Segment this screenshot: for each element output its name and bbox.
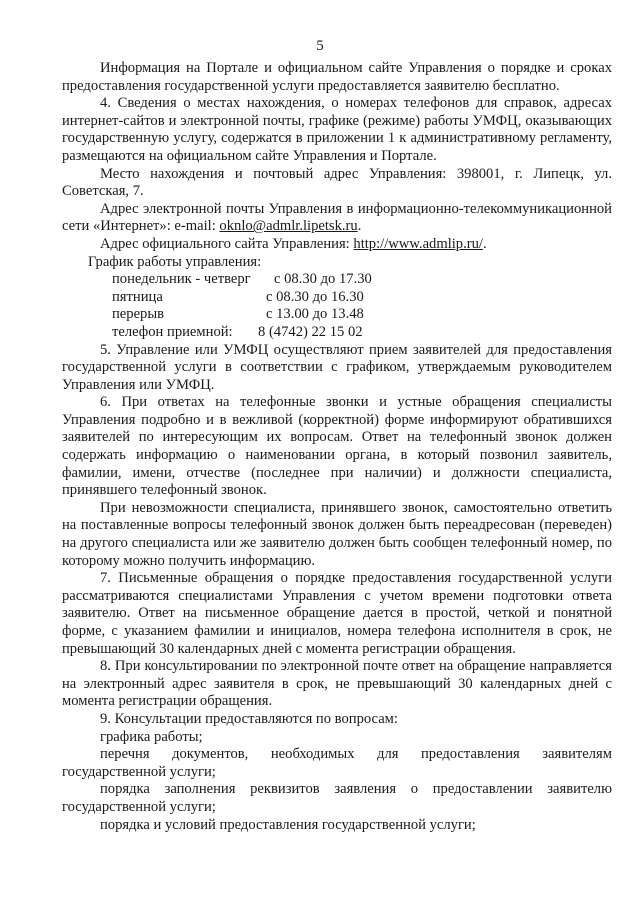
- paragraph-website: [62, 236, 612, 254]
- paragraph-6-phone-answers: 6. При ответах на телефонные звонки и устные обращения специалисты Управления подробно и в вежливой (корректной) форме информируют обратившихся заявителей по интересующим их вопросам. Ответ на телефонный звонок должен содержать информацию о наименовании органа, в который позвонил заявитель, фамилии, имени, отчестве (последнее при наличии) и должности специалиста, принявшего телефонный звонок.: [62, 394, 612, 499]
- schedule-label: пятница: [112, 288, 163, 305]
- website-link[interactable]: http://www.admlip.ru/: [353, 235, 483, 252]
- schedule-title: График работы управления:: [88, 253, 262, 270]
- email-label: Адрес электронной почты Управления в информационно-телекоммуникационной сети «Интернет»: e-mail:: [62, 200, 612, 235]
- schedule-value: с 13.00 до 13.48: [266, 306, 364, 323]
- schedule-row: [112, 306, 612, 324]
- schedule-label: телефон приемной:: [112, 323, 233, 340]
- schedule-value: с 08.30 до 17.30: [274, 271, 372, 288]
- schedule-table: [62, 271, 612, 341]
- paragraph-9-consultation-topics: 9. Консультации предоставляются по вопросам:: [100, 710, 398, 727]
- paragraph-call-redirect: При невозможности специалиста, принявшего звонок, самостоятельно ответить на поставленные вопросы телефонный звонок должен быть переадресован (переведен) на другого специалиста или же заявителю должен быть сообщен телефонный номер, по которому можно получить информацию.: [62, 499, 612, 569]
- schedule-value: с 08.30 до 16.30: [266, 288, 364, 305]
- website-suffix: .: [482, 235, 487, 252]
- paragraph-7-written-requests: 7. Письменные обращения о порядке предоставления государственной услуги рассматриваются специалистами Управления с учетом времени подготовки ответа заявителю. Ответ на письменное обращение дается в простой, четкой и понятной форме, с указанием фамилии и инициалов, номера телефона исполнителя в срок, не превышающий 30 календарных дней с момента регистрации обращения.: [62, 570, 612, 657]
- list-item-documents: перечня документов, необходимых для предоставления заявителям государственной услуги;: [62, 746, 612, 780]
- email-suffix: .: [357, 218, 362, 235]
- schedule-row: [112, 289, 612, 307]
- paragraph-info-free: Информация на Портале и официальном сайте Управления о порядке и сроках предоставления государственной услуги предоставляется заявителю бесплатно.: [62, 60, 612, 94]
- list-item-schedule: графика работы;: [100, 728, 203, 745]
- list-item-application-details: порядка заполнения реквизитов заявления о предоставлении заявителю государственной услуги;: [62, 781, 612, 815]
- paragraph-5-reception: 5. Управление или УМФЦ осуществляют прием заявителей для предоставления государственной услуги в соответствии с графиком, утверждаемым руководителем Управления или УМФЦ.: [62, 341, 612, 393]
- email-link[interactable]: oknlo@admlr.lipetsk.ru: [219, 218, 358, 235]
- schedule-value: 8 (4742) 22 15 02: [258, 323, 363, 340]
- page-number: 5: [316, 38, 324, 54]
- document-body: [62, 60, 612, 834]
- schedule-label: понедельник - четверг: [112, 271, 251, 288]
- paragraph-8-email-consulting: 8. При консультировании по электронной почте ответ на обращение направляется на электронный адрес заявителя в срок, не превышающий 30 календарных дней с момента регистрации обращения.: [62, 658, 612, 710]
- schedule-row: [112, 271, 612, 289]
- list-item-conditions: порядка и условий предоставления государственной услуги;: [100, 816, 476, 833]
- website-label: Адрес официального сайта Управления:: [100, 235, 354, 252]
- paragraph-address: Место нахождения и почтовый адрес Управления: 398001, г. Липецк, ул. Советская, 7.: [62, 165, 612, 200]
- paragraph-email: [62, 201, 612, 236]
- schedule-label: перерыв: [112, 306, 165, 323]
- schedule-row: [112, 324, 612, 342]
- paragraph-4-locations: 4. Сведения о местах нахождения, о номерах телефонов для справок, адресах интернет-сайтов и электронной почты, графике (режиме) работы УМФЦ, оказывающих государственную услугу, содержатся в приложении 1 к административному регламенту, размещаются на официальном сайте Управления и Портале.: [62, 95, 612, 164]
